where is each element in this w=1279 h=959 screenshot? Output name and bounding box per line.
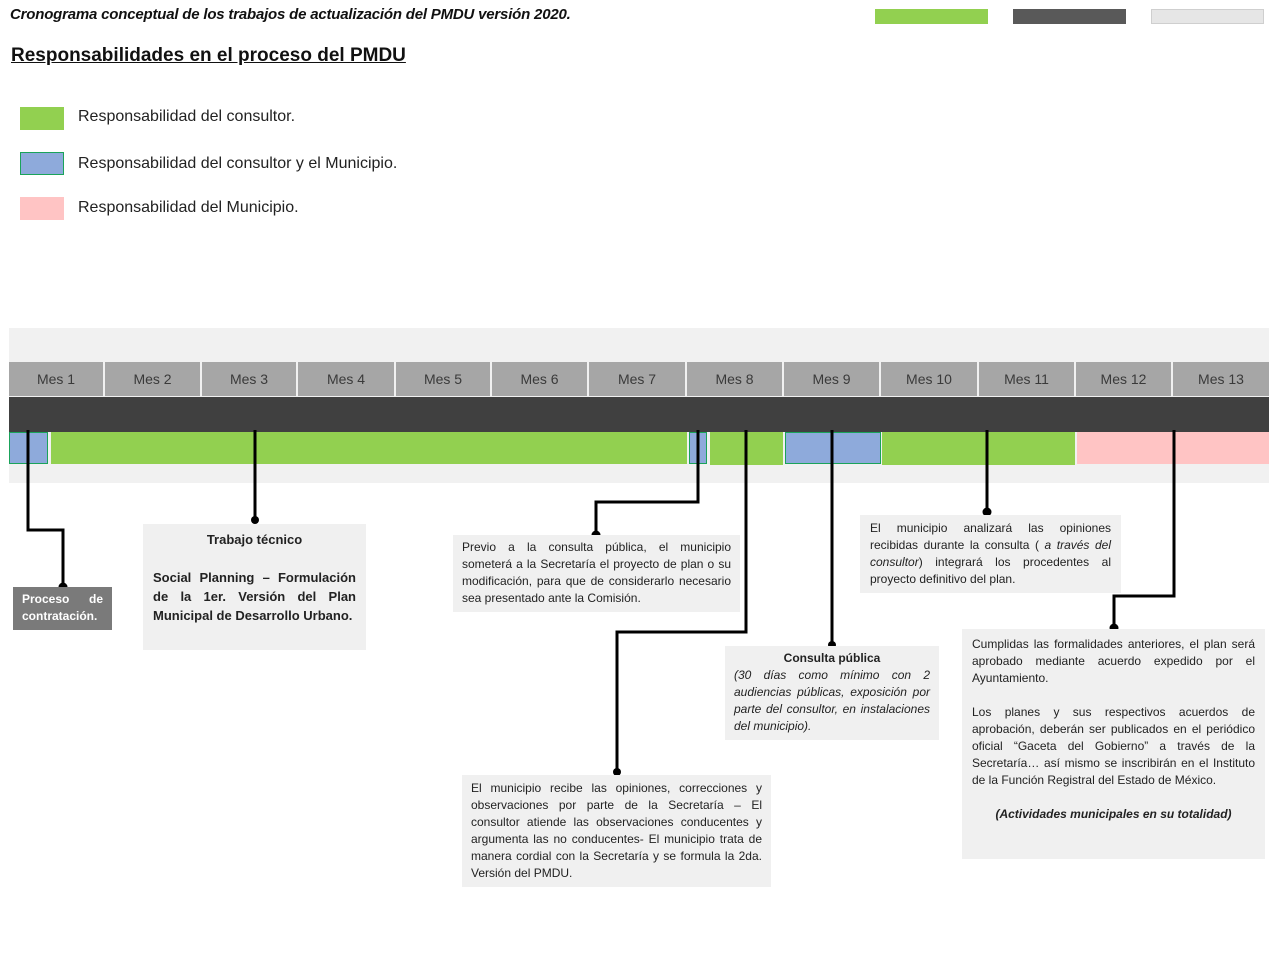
month-3: Mes 3 xyxy=(202,362,296,396)
callout-municipio-analiza-text-b: ) integrará los procedentes al proyecto definitivo del plan. xyxy=(870,555,1111,586)
month-1: Mes 1 xyxy=(9,362,103,396)
callout-consulta-publica xyxy=(725,646,939,740)
month-9: Mes 9 xyxy=(784,362,879,396)
month-5: Mes 5 xyxy=(396,362,490,396)
month-11: Mes 11 xyxy=(979,362,1074,396)
callout-aprobacion-p2: Los planes y sus respectivos acuerdos de aprobación, deberán ser publicados en el periódico oficial “Gaceta del Gobierno” a través de la Secretaría… así mismo se inscribirán en el Instituto de la Función Registral del Estado de México. xyxy=(972,705,1255,787)
month-10: Mes 10 xyxy=(881,362,977,396)
callout-proceso-contratacion xyxy=(13,587,112,630)
callout-municipio-analiza-text-italic: a través del consultor xyxy=(870,538,1111,569)
month-8: Mes 8 xyxy=(687,362,782,396)
legend-label-municipio: Responsabilidad del Municipio. xyxy=(78,199,299,216)
month-4: Mes 4 xyxy=(298,362,394,396)
document-title: Cronograma conceptual de los trabajos de actualización del PMDU versión 2020. xyxy=(10,6,571,23)
callout-municipio-analiza-text-a: El municipio analizará las opiniones recibidas durante la consulta ( xyxy=(870,521,1111,552)
callout-aprobacion-p1: Cumplidas las formalidades anteriores, el plan será aprobado mediante acuerdo expedido por el Ayuntamiento. xyxy=(972,637,1255,685)
legend-label-consultor-municipio: Responsabilidad del consultor y el Municipio. xyxy=(78,155,398,172)
month-6: Mes 6 xyxy=(492,362,587,396)
callout-aprobacion xyxy=(962,629,1265,859)
callout-municipio-recibe xyxy=(462,775,771,887)
callout-trabajo-tecnico xyxy=(143,524,366,650)
callout-aprobacion-note: (Actividades municipales en su totalidad) xyxy=(995,807,1232,821)
callout-trabajo-tecnico-title: Trabajo técnico xyxy=(206,532,303,547)
month-13: Mes 13 xyxy=(1173,362,1269,396)
callout-consulta-publica-body: (30 días como mínimo con 2 audiencias públicas, exposición por parte del consultor, en instalaciones del municipio). xyxy=(734,668,930,733)
callout-consulta-publica-title: Consulta pública xyxy=(783,651,881,665)
legend-label-consultor: Responsabilidad del consultor. xyxy=(78,108,296,125)
section-title: Responsabilidades en el proceso del PMDU xyxy=(11,45,406,66)
callout-previo-consulta xyxy=(453,535,740,612)
callout-municipio-analiza xyxy=(860,515,1121,593)
callout-trabajo-tecnico-body: Social Planning – Formulación de la 1er. Versión del Plan Municipal de Desarrollo Urbano. xyxy=(153,570,356,623)
month-12: Mes 12 xyxy=(1076,362,1171,396)
callout-previo-consulta-text: Previo a la consulta pública, el municipio someterá a la Secretaría el proyecto de plan o su modificación, para que de considerarlo necesario sea presentado ante la Comisión. xyxy=(462,540,731,605)
month-7: Mes 7 xyxy=(589,362,685,396)
month-2: Mes 2 xyxy=(105,362,200,396)
callout-municipio-recibe-text: El municipio recibe las opiniones, correcciones y observaciones por parte de la Secretaría – El consultor atiende las observaciones conducentes y argumenta las no conducentes- El municipio trata de manera cordial con la Secretaría y se formula la 2da. Versión del PMDU. xyxy=(471,781,762,880)
callout-proceso-contratacion-text: Proceso de contratación. xyxy=(22,592,103,623)
